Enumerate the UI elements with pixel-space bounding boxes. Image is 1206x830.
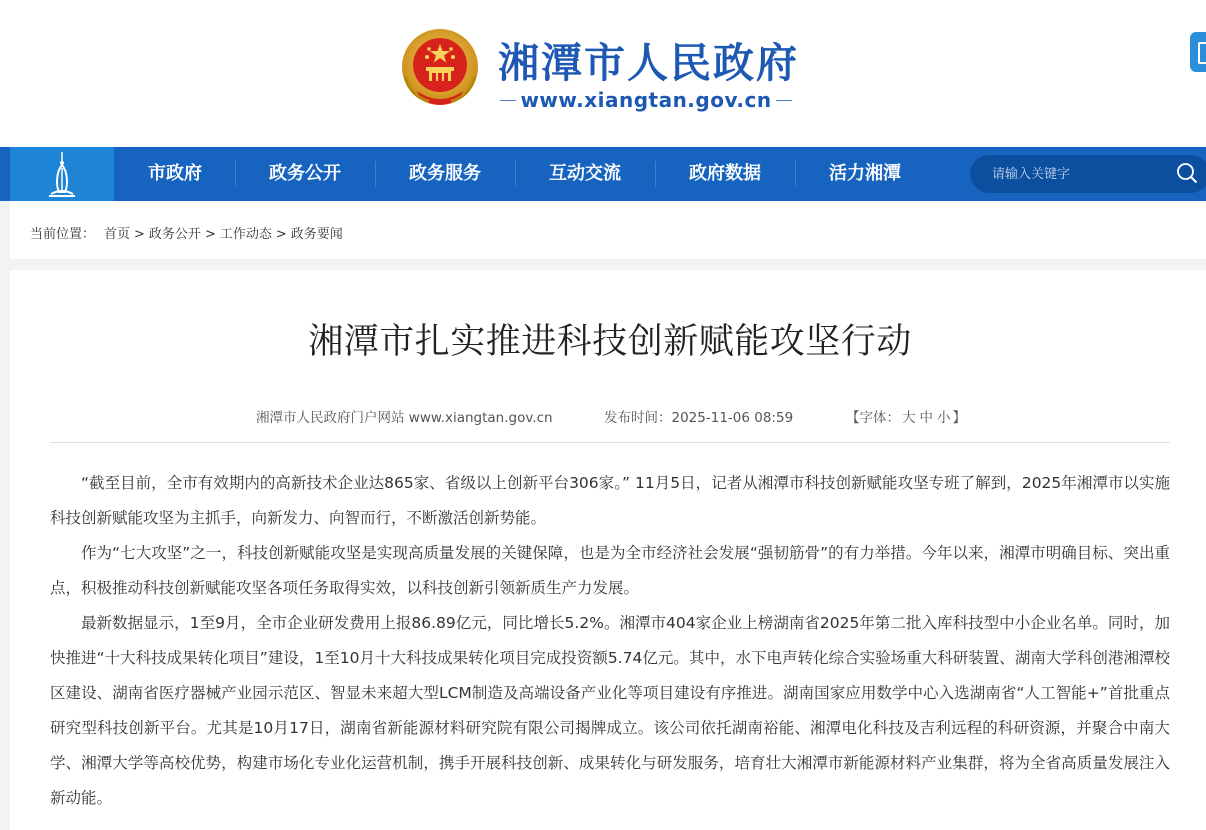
article-paragraph: “截至目前，全市有效期内的高新技术企业达865家、省级以上创新平台306家。” 11月5日，记者从湘潭市科技创新赋能攻坚专班了解到，2025年湘潭市以实施科技创新赋能攻坚为主抓手，向新发力、向智而行，不断激活创新势能。 xyxy=(50,474,1170,527)
breadcrumb-separator: > xyxy=(204,227,216,242)
publish-time xyxy=(604,406,793,426)
city-landmark-icon xyxy=(45,150,79,198)
breadcrumb xyxy=(10,201,1206,259)
breadcrumb-separator: > xyxy=(134,227,145,242)
font-size-control xyxy=(846,406,966,426)
url-right-line xyxy=(776,100,792,101)
float-tab-icon xyxy=(1198,42,1206,64)
search-box xyxy=(970,155,1206,193)
breadcrumb-disclosure-link[interactable]: 政务公开 xyxy=(148,227,201,242)
publish-time-value: 2025-11-06 08:59 xyxy=(671,410,794,426)
font-size-large-button[interactable]: 大 xyxy=(902,410,916,426)
article-title: 湘潭市扎实推进科技创新赋能攻坚行动 xyxy=(308,322,912,362)
nav-item-vibrant-xiangtan[interactable]: 活力湘潭 xyxy=(829,163,901,184)
font-size-close-bracket: 】 xyxy=(952,410,966,426)
nav-divider xyxy=(655,161,656,187)
nav-divider xyxy=(375,161,376,187)
nav-divider xyxy=(515,161,516,187)
site-url-text: www.xiangtan.gov.cn xyxy=(520,88,772,112)
search-icon[interactable] xyxy=(1176,162,1198,184)
breadcrumb-separator: > xyxy=(275,227,287,242)
nav-item-interaction[interactable]: 互动交流 xyxy=(549,163,621,184)
article-paragraph: 作为“七大攻坚”之一，科技创新赋能攻坚是实现高质量发展的关键保障，也是为全市经济社会发展“强韧筋骨”的有力举措。今年以来，湘潭市明确目标、突出重点，积极推动科技创新赋能攻坚各项任务取得实效，以科技创新引领新质生产力发展。 xyxy=(50,544,1170,597)
site-url xyxy=(500,86,792,114)
article-container xyxy=(10,270,1206,830)
national-emblem-icon[interactable] xyxy=(399,27,481,111)
breadcrumb-label: 当前位置： xyxy=(30,227,96,242)
article-source: 湘潭市人民政府门户网站 www.xiangtan.gov.cn xyxy=(256,410,553,426)
font-size-label: 【字体： xyxy=(846,410,900,426)
search-input[interactable] xyxy=(992,155,1172,193)
nav-item-city-government[interactable]: 市政府 xyxy=(148,163,202,184)
breadcrumb-path xyxy=(104,223,343,242)
site-title[interactable]: 湘潭市人民政府 xyxy=(498,39,799,87)
article-body xyxy=(50,466,1170,816)
side-float-tab[interactable] xyxy=(1190,32,1206,72)
breadcrumb-home-link[interactable]: 首页 xyxy=(104,227,131,242)
site-header xyxy=(0,0,1206,147)
article-divider xyxy=(50,442,1170,443)
breadcrumb-news-link[interactable]: 政务要闻 xyxy=(290,227,343,242)
breadcrumb-work-updates-link[interactable]: 工作动态 xyxy=(219,227,272,242)
font-size-small-button[interactable]: 小 xyxy=(937,410,951,426)
url-left-line xyxy=(500,100,516,101)
nav-divider xyxy=(235,161,236,187)
nav-home-button[interactable] xyxy=(10,147,114,201)
nav-item-government-affairs-disclosure[interactable]: 政务公开 xyxy=(269,163,341,184)
article-paragraph: 最新数据显示，1至9月，全市企业研发费用上报86.89亿元，同比增长5.2%。湘潭市404家企业上榜湖南省2025年第二批入库科技型中小企业名单。同时，加快推进“十大科技成果转化项目”建设，1至10月十大科技成果转化项目完成投资额5.74亿元。其中，水下电声转化综合实验场重大科研装置、湖南大学科创港湘潭校区建设、湖南省医疗器械产业园示范区、智显未来超大型LCM制造及高端设备产业化等项目建设有序推进。湖南国家应用数学中心入选湖南省“人工智能+”首批重点研究型科技创新平台。尤其是10月17日，湖南省新能源材料研究院有限公司揭牌成立。该公司依托湖南裕能、湘潭电化科技及吉利远程的科研资源，并聚合中南大学、湘潭大学等高校优势，构建市场化专业化运营机制，携手开展科技创新、成果转化与研发服务，培育壮大湘潭市新能源材料产业集群，将为全省高质量发展注入新动能。 xyxy=(50,614,1170,807)
font-size-medium-button[interactable]: 中 xyxy=(919,410,933,426)
nav-item-government-services[interactable]: 政务服务 xyxy=(409,163,481,184)
nav-item-government-data[interactable]: 政府数据 xyxy=(689,163,761,184)
nav-divider xyxy=(795,161,796,187)
publish-time-label: 发布时间： xyxy=(604,410,672,426)
